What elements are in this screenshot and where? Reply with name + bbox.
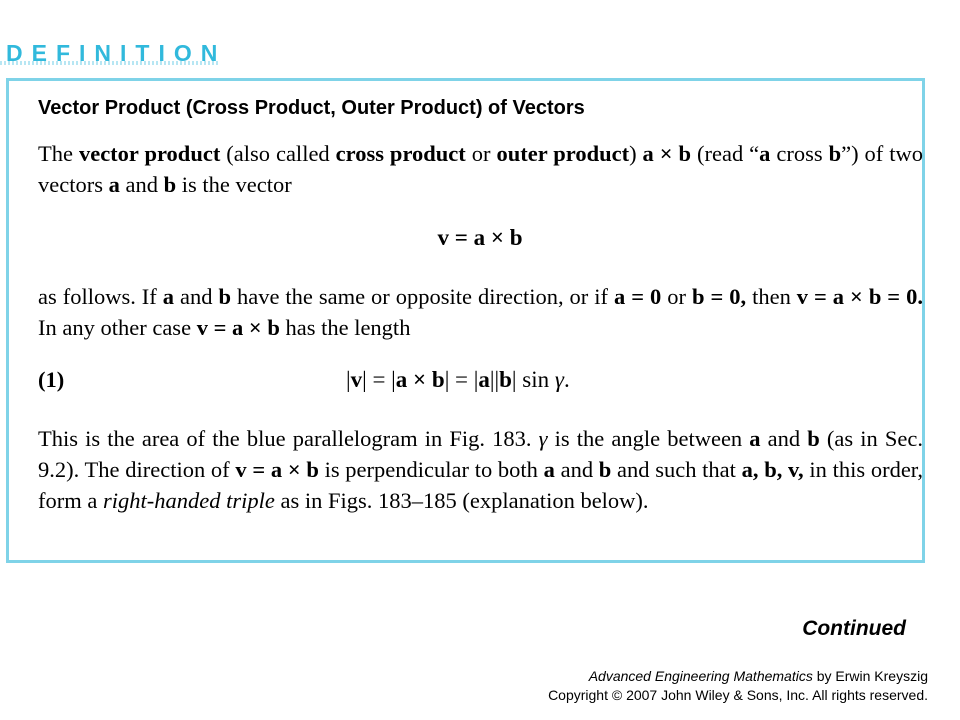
text-run: (read “ <box>691 141 760 166</box>
text-run: γ <box>554 367 564 392</box>
text-run: v = a × b <box>235 457 319 482</box>
text-run: v = a × b = 0. <box>796 284 923 309</box>
text-run: | = | <box>444 367 479 392</box>
equation-cross-product: v = a × b <box>437 225 523 250</box>
equation-number: (1) <box>38 367 65 392</box>
paragraph-definition <box>38 138 923 200</box>
text-run: . <box>563 367 570 392</box>
text-run: a <box>162 284 175 309</box>
text-run: and <box>554 457 599 482</box>
text-run: a, b, v, <box>741 457 804 482</box>
text-run: a <box>543 457 555 482</box>
heading-underline <box>0 61 220 65</box>
text-run: b <box>598 457 612 482</box>
equation-length <box>346 367 570 393</box>
text-run: a × b <box>642 141 692 166</box>
text-run: | = | <box>362 367 396 392</box>
text-run: b <box>163 172 177 197</box>
text-run: (also called <box>220 141 336 166</box>
text-run: || <box>489 367 500 392</box>
text-run: is the vector <box>176 172 292 197</box>
text-run: b <box>218 284 231 309</box>
text-run: cross product <box>335 141 466 166</box>
text-run: and <box>760 426 808 451</box>
text-run: and <box>174 284 219 309</box>
text-run: v <box>350 367 363 392</box>
text-run: and such that <box>611 457 742 482</box>
copyright-credit <box>548 667 928 705</box>
paragraph-conditions <box>38 281 923 343</box>
text-run: have the same or opposite direction, or if <box>230 284 614 309</box>
text-run: a × b <box>395 367 445 392</box>
text-run: a = 0 <box>614 284 662 309</box>
book-author: by Erwin Kreyszig <box>812 668 928 684</box>
text-run: is the angle between <box>547 426 750 451</box>
text-run: b <box>499 367 512 392</box>
text-run: v = a × b <box>196 315 280 340</box>
text-run: | sin <box>511 367 555 392</box>
definition-heading: DEFINITION <box>6 40 227 66</box>
text-run: | <box>346 367 351 392</box>
text-run: or <box>465 141 497 166</box>
text-run: The <box>38 141 79 166</box>
text-run: ) <box>629 141 643 166</box>
text-run: In any other case <box>38 315 197 340</box>
paragraph-explanation <box>38 423 923 516</box>
text-run: (as in Sec. 9.2). The direction of <box>38 426 923 482</box>
text-run: b <box>828 141 842 166</box>
text-run: or <box>661 284 692 309</box>
text-run: in this order, form a <box>38 457 924 513</box>
text-run: γ <box>538 426 548 451</box>
text-run: This is the area of the blue parallelogram in Fig. 183. <box>38 426 539 451</box>
text-run: right-handed triple <box>102 488 275 513</box>
definition-title: Vector Product (Cross Product, Outer Product) of Vectors <box>38 97 585 119</box>
text-run: a <box>749 426 761 451</box>
text-run: a <box>108 172 120 197</box>
text-run: a <box>478 367 490 392</box>
text-run: and <box>119 172 164 197</box>
text-run: ”) of two vectors <box>38 141 923 197</box>
credit-line-book <box>548 667 928 686</box>
text-run: outer product <box>496 141 630 166</box>
credit-line-copyright: Copyright © 2007 John Wiley & Sons, Inc. All rights reserved. <box>548 687 928 703</box>
text-run: then <box>746 284 797 309</box>
text-run: is perpendicular to both <box>318 457 544 482</box>
text-run: as follows. If <box>38 284 163 309</box>
text-run: cross <box>770 141 829 166</box>
continued-label: Continued <box>802 617 906 640</box>
text-run: vector product <box>78 141 221 166</box>
text-run: b <box>807 426 820 451</box>
text-run: a <box>759 141 771 166</box>
text-run: has the length <box>279 315 411 340</box>
text-run: b = 0, <box>691 284 747 309</box>
text-run: as in Figs. 183–185 (explanation below). <box>274 488 649 513</box>
book-title: Advanced Engineering Mathematics <box>588 668 813 684</box>
